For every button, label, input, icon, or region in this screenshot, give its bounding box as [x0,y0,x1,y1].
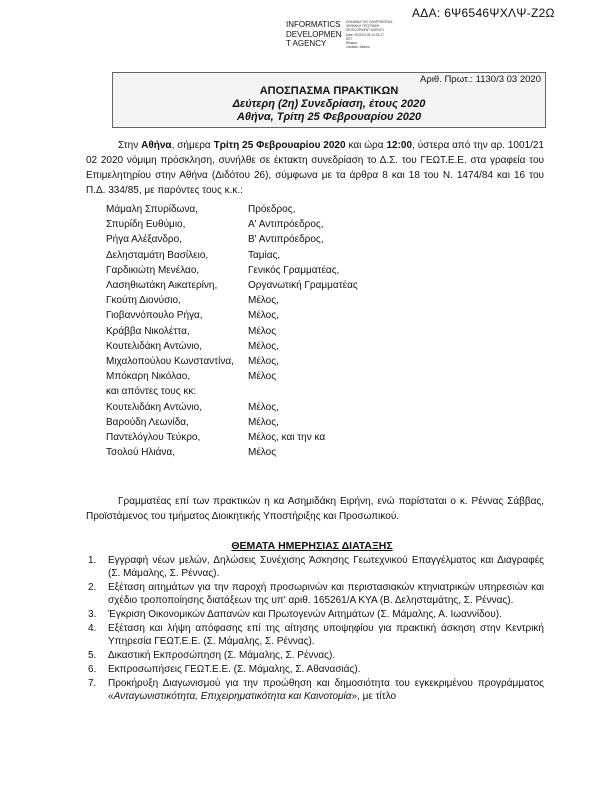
agenda-item-text: Εξέταση και λήψη απόφασης επί της αίτησης υποψηφίου για πρακτική άσκηση στην Κεντρική Υπηρεσία ΓΕΩΤ.Ε.Ε. (Σ. Μάμαλης, Σ. Ρέννας). [108,623,544,647]
attendee-name: Βαρούδη Λεωνίδα, [106,416,189,428]
document-header [112,72,546,128]
agenda-item [86,608,544,621]
digital-signature-logo [286,20,406,50]
fine-print-line: ΚΟΙΝΩΝΙΑ ΤΗΣ ΠΛΗΡΟΦΟΡΙΑΣ [346,20,393,24]
attendee-role: Ταμίας, [248,249,281,261]
agenda-item-text: Εξέταση αιτημάτων για την παροχή προσωρινών και περιστασιακών κτηνιατρικών υπηρεσιών και σχέδιο τροποποίησης διατάξεων της υπ' αριθ. 165261/Α ΚΥΑ (Β. Δελησταμάτης, Σ. Ρέννας). [108,582,544,606]
fine-print-line: Location: Athens [346,45,370,50]
agenda-title: ΘΕΜΑΤΑ ΗΜΕΡΗΣΙΑΣ ΔΙΑΤΑΞΗΣ [231,540,393,552]
attendee-name: Κουτελιδάκη Αντώνιο, [106,401,203,413]
fine-print-line: DEVELOPMENT AGENCY [346,28,385,33]
attendee-name: Μάμαλη Σπυρίδωνα, [106,204,198,215]
agenda-item-text: Εγγραφή νέων μελών, Δηλώσεις Συνέχισης Άσκησης Γεωτεχνικού Επαγγέλματος και Διαγραφές (Σ. Μάμαλης, Σ. Ρέννας). [108,555,544,579]
intro-text: , σήμερα [171,140,214,151]
attendee-role: Μέλος [248,325,277,337]
attendee-role: Μέλος [248,447,277,459]
intro-paragraph [86,138,544,198]
logo-line: DEVELOPMEN [286,29,342,39]
agenda-item-text: Προκήρυξη Διαγωνισμού για την προώθηση και δημοσιότητα του εγκεκριμένου προγράμματος «Ανταγωνιστικότητα, Επιχειρηματικότητα και Καινοτομία», με τίτλο [108,678,544,702]
agenda-item-text: Εκπροσωπήσεις ΓΕΩΤ.Ε.Ε. (Σ. Μάμαλης, Σ. Αθανασιάς). [108,664,361,675]
attendee-name: Σπυρίδη Ευθύμιο, [106,219,186,231]
attendee-role: Β' Αντιπρόεδρος, [248,234,324,246]
intro-bold: Τρίτη 25 Φεβρουαρίου 2020 [213,140,346,151]
intro-bold: Αθήνα [141,140,172,151]
attendee-role: Οργανωτική Γραμματέας [248,280,358,291]
agenda-item-number: 4. [88,623,97,634]
agenda-item-text: Έγκριση Οικονομικών Δαπανών και Πρωτογενών Αιτημάτων (Σ. Μάμαλης, Α. Ιωαννίδου). [108,609,502,620]
attendee-name: Παντελόγλου Τεύκρο, [106,432,201,443]
agenda-item-number: 6. [88,664,97,675]
attendee-role: Γενικός Γραμματέας, [248,264,340,276]
attendee-role: Μέλος [248,371,277,383]
attendee-role: Πρόεδρος, [248,204,296,215]
fine-print-line: Date: 2020.03.05 10:15:17 [346,32,384,37]
absent-label: και απόντες τους κκ: [106,386,197,398]
attendee-name: Κουτελιδάκη Αντώνιο, [106,340,203,352]
intro-bold: 12:00 [386,140,413,151]
attendee-name: Λασηθιωτάκη Αικατερίνη, [106,280,218,291]
fine-print-line: EET [346,36,353,41]
agenda-item-italic: Ανταγωνιστικότητα, Επιχειρηματικότητα και Καινοτομία [113,691,352,702]
agenda-item-text: Δικαστική Εκπροσώπηση (Σ. Μάμαλης, Σ. Ρέννας). [108,650,336,661]
agenda-item-number: 7. [88,678,97,689]
secretary-paragraph: Γραμματέας επί των πρακτικών η κα Ασημιδάκη Ειρήνη, ενώ παρίσταται ο κ. Ρέννας Σάββας, Προϊστάμενος του τμήματος Διοικητικής Υποστήριξης και Προσωπικού. [86,496,544,522]
protocol-number: Αριθ. Πρωτ.: 1130/3 03 2020 [420,74,541,85]
ada-code: ΑΔΑ: 6Ψ6546ΨΧΛΨ-Ζ2Ω [412,6,555,20]
intro-text: Στην [118,140,142,151]
attendee-name: Μπόκαρη Νικόλαο, [106,371,191,383]
fine-print-line: ΨΗΦΙΑΚΗ ΥΠΟΓΡΑΦΗ [346,24,380,29]
attendee-role: Μέλος, [248,295,279,307]
attendee-role: Μέλος, και την κα [248,432,326,443]
agenda-list [86,554,544,704]
document-title: ΑΠΟΣΠΑΣΜΑ ΠΡΑΚΤΙΚΩΝ [259,85,399,97]
attendee-name: Γιοβαννόπουλο Ρήγα, [106,310,203,322]
intro-text: , ύστερα από την αρ. 1001/21 02 2020 νόμιμη πρόσκληση, συνήλθε σε έκτακτη συνεδρίαση το Δ.Σ. του ΓΕΩΤ.Ε.Ε. στα γραφεία του Επιμελητηρίου στην Αθήνα (Διδότου 26), σύμφωνα με τα άρθρα 8 και 18 του Ν. 1474/84 και 16 του Π.Δ. 334/85, με παρόντες τους κ.κ.: [86,140,544,196]
agenda-item-number: 5. [88,650,97,661]
attendee-role: Α' Αντιπρόεδρος, [248,219,324,231]
attendee-name: Τσολού Ηλιάνα, [106,447,175,459]
agenda-item [86,622,544,648]
attendee-role: Μέλος, [248,340,279,352]
attendee-role: Μέλος, [248,416,279,428]
attendee-role: Μέλος, [248,310,279,322]
attendee-role: Μέλος, [248,356,279,367]
logo-text [286,20,346,49]
agenda-item [86,581,544,607]
attendee-name: Γκούτη Διονύσιο, [106,295,181,307]
intro-text: και ώρα [345,140,387,151]
attendee-name: Μιχαλοπούλου Κωνσταντίνα, [106,356,234,367]
fine-print-line: Reason: [346,41,358,46]
attendee-name: Ρήγα Αλέξανδρο, [106,234,182,246]
agenda-item [86,649,544,662]
attendee-name: Κράββα Νικολέττα, [106,325,190,337]
agenda-item [86,663,544,676]
agenda-item-number: 2. [88,582,97,593]
attendee-name: Δελησταμάτη Βασίλειο, [106,249,209,261]
session-date: Αθήνα, Τρίτη 25 Φεβρουαρίου 2020 [236,111,422,123]
attendee-role: Μέλος, [248,401,279,413]
agenda-item [86,677,544,703]
attendee-name: Γαρδικιώτη Μενέλαο, [106,264,200,276]
agenda-item-number: 3. [88,609,97,620]
session-title: Δεύτερη (2η) Συνεδρίαση, έτους 2020 [232,98,426,110]
logo-line: T AGENCY [286,39,327,48]
logo-line: INFORMATICS [286,20,341,29]
signature-fine-print [346,20,404,49]
agenda-item [86,554,544,580]
agenda-item-number: 1. [88,555,97,566]
